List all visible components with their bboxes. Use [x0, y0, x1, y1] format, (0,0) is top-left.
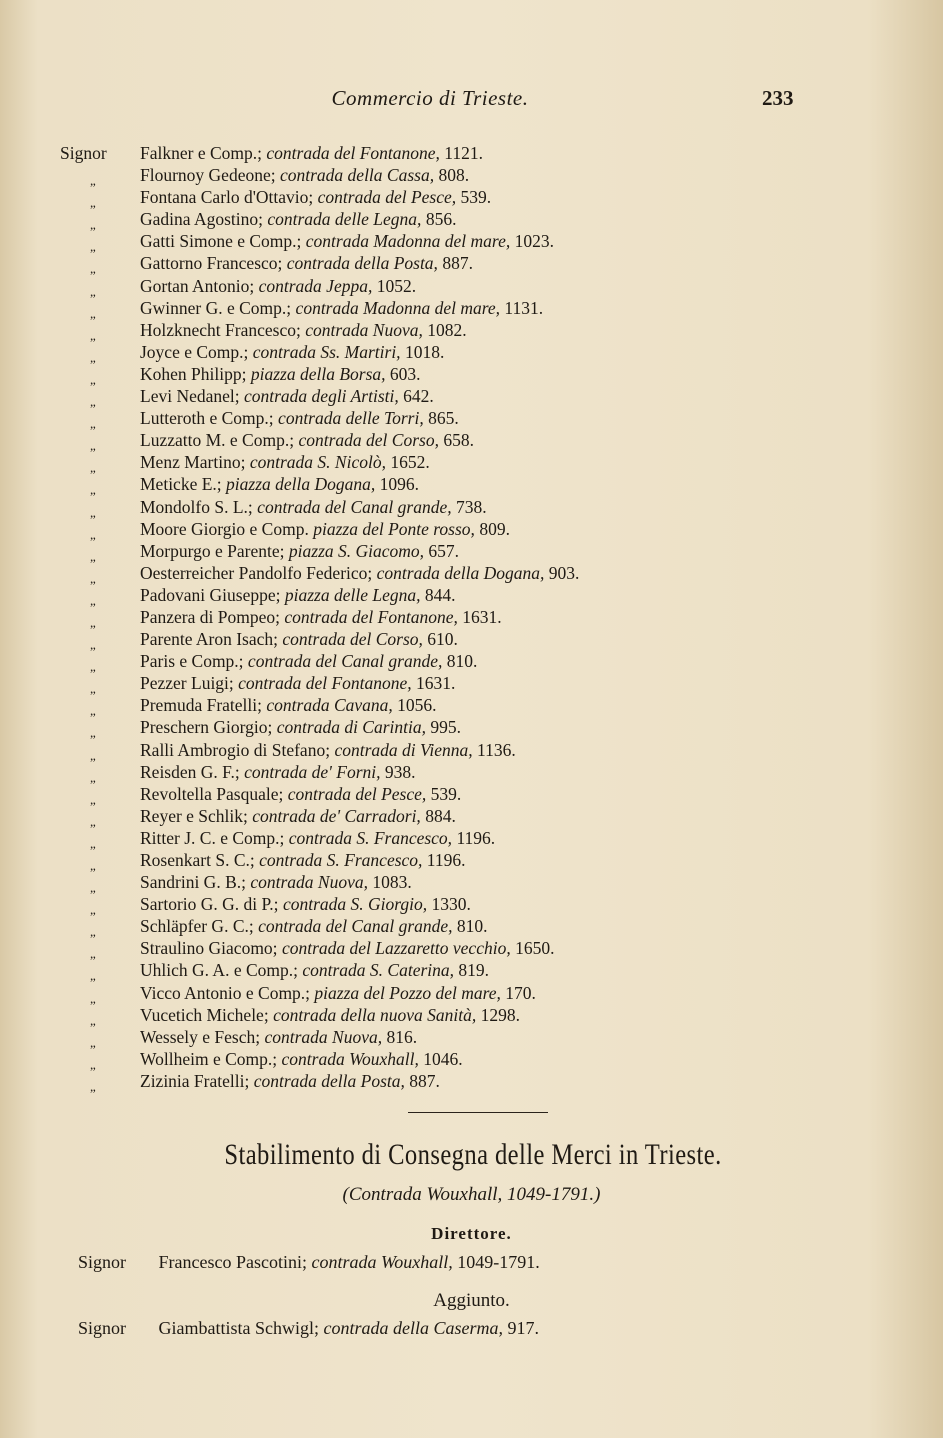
- ditto-mark: „: [90, 858, 96, 873]
- entry-number: 810.: [446, 651, 478, 672]
- running-header: Commercio di Trieste.: [331, 86, 529, 110]
- entry-address: contrada del Fontanone,: [284, 606, 458, 627]
- ditto-mark: „: [90, 747, 96, 763]
- list-item: [60, 341, 920, 363]
- entry-name: Wessely e Fesch;: [140, 1026, 261, 1047]
- entry-address: contrada delle Torri,: [278, 408, 424, 429]
- entry-address: contrada della Cassa,: [279, 165, 435, 186]
- entry-text: [140, 518, 510, 540]
- entry-number: 1056.: [397, 695, 437, 716]
- entry-address: contrada della Posta,: [253, 1070, 405, 1091]
- entry-number: 657.: [428, 540, 460, 561]
- entry-name: Oesterreicher Pandolfo Federico;: [140, 562, 373, 583]
- entry-address: piazza delle Legna,: [284, 584, 421, 605]
- entry-name: Lutteroth e Comp.;: [140, 408, 274, 429]
- entry-name: Gwinner G. e Comp.;: [140, 297, 292, 318]
- entry-address: contrada del Corso,: [298, 430, 439, 451]
- entry-text: [140, 1048, 463, 1070]
- ditto-mark: „: [90, 902, 96, 918]
- list-item: [60, 252, 920, 277]
- list-item: [60, 208, 920, 233]
- list-item: [60, 230, 920, 255]
- entry-name: Straulino Giacomo;: [140, 938, 278, 959]
- entry-address: piazza del Pozzo del mare,: [314, 982, 501, 1003]
- list-item: [60, 827, 920, 849]
- list-item: [60, 142, 920, 164]
- list-item: [60, 606, 920, 628]
- entry-text: [140, 915, 488, 937]
- entry-name: Reyer e Schlik;: [140, 805, 248, 826]
- entry-name: Vucetich Michele;: [140, 1004, 269, 1025]
- entry-text: [140, 672, 455, 694]
- entry-name: Moore Giorgio e Comp.: [140, 518, 309, 539]
- entry-text: [140, 893, 471, 915]
- ditto-mark: „: [90, 394, 96, 410]
- entry-name: Parente Aron Isach;: [140, 629, 279, 650]
- entry-text: [140, 341, 444, 363]
- entry-text: [140, 716, 461, 738]
- list-item: [60, 473, 920, 498]
- entry-name: Joyce e Comp.;: [140, 341, 249, 362]
- entry-number: 1096.: [379, 474, 420, 495]
- entry-name: Mondolfo S. L.;: [140, 496, 253, 517]
- entry-text: [140, 297, 543, 319]
- entry-text: [140, 871, 412, 893]
- entry-address: contrada della Posta,: [286, 253, 438, 274]
- ditto-mark: „: [90, 195, 96, 211]
- ditto-mark: „: [90, 460, 96, 476]
- director-number: 1049-1791.: [457, 1252, 540, 1272]
- ditto-mark: „: [90, 659, 96, 675]
- ditto-mark: „: [90, 813, 96, 829]
- ditto-mark: „: [90, 968, 96, 984]
- ditto-mark: „: [90, 173, 96, 189]
- entry-address: contrada del Fontanone,: [238, 673, 412, 694]
- entry-name: Sandrini G. B.;: [140, 872, 246, 893]
- entry-address: contrada S. Nicolò,: [249, 452, 386, 473]
- entry-text: [140, 451, 430, 473]
- entry-name: Padovani Giuseppe;: [140, 584, 281, 605]
- ditto-mark: „: [90, 239, 96, 255]
- list-item: [60, 363, 920, 385]
- entry-number: 1083.: [372, 872, 412, 893]
- entry-address: contrada de' Carradori,: [252, 805, 421, 826]
- entry-number: 1631.: [462, 606, 502, 627]
- assistant-name: Giambattista Schwigl;: [158, 1318, 319, 1338]
- entry-number: 884.: [425, 805, 456, 826]
- list-item: [60, 496, 920, 518]
- entry-text: [140, 407, 459, 429]
- entry-number: 903.: [548, 562, 580, 583]
- entry-number: 1196.: [456, 827, 496, 848]
- ditto-mark: „: [90, 261, 96, 277]
- ditto-mark: „: [90, 791, 96, 807]
- ditto-mark: „: [90, 283, 96, 299]
- list-item: [60, 849, 920, 871]
- director-heading: Direttore.: [431, 1224, 512, 1243]
- list-item: [60, 672, 920, 697]
- entry-number: 995.: [430, 717, 461, 738]
- list-item: [60, 540, 920, 562]
- entry-name: Fontana Carlo d'Ottavio;: [140, 187, 314, 208]
- list-item: [60, 451, 920, 476]
- entry-name: Reisden G. F.;: [140, 761, 240, 782]
- ditto-mark: „: [90, 990, 96, 1006]
- list-item: [60, 1048, 920, 1070]
- list-item: [60, 407, 920, 432]
- entry-number: 1052.: [376, 275, 417, 296]
- entry-text: [140, 429, 474, 451]
- entry-address: contrada del Canal grande,: [247, 651, 443, 672]
- entry-name: Uhlich G. A. e Comp.;: [140, 960, 298, 981]
- ditto-mark: „: [90, 526, 96, 542]
- list-item: [60, 1026, 920, 1048]
- entry-name: Flournoy Gedeone;: [140, 165, 276, 186]
- list-item: [60, 584, 920, 606]
- list-item: [60, 429, 920, 454]
- list-item: [60, 959, 920, 984]
- entry-name: Holzknecht Francesco;: [140, 319, 301, 340]
- entry-address: piazza del Ponte rosso,: [313, 518, 475, 539]
- entry-number: 1330.: [431, 894, 471, 915]
- entry-text: [140, 164, 469, 186]
- entry-text: [140, 694, 437, 716]
- ditto-mark: „: [90, 1034, 96, 1050]
- entry-number: 1650.: [515, 938, 555, 959]
- list-item: [60, 937, 920, 962]
- entry-text: [140, 982, 536, 1004]
- entry-address: contrada degli Artisti,: [243, 386, 399, 407]
- assistant-number: 917.: [507, 1318, 539, 1338]
- list-item: [60, 982, 920, 1004]
- entry-name: Meticke E.;: [140, 474, 222, 495]
- entry-name: Premuda Fratelli;: [140, 695, 262, 716]
- section-subtitle: (Contrada Wouxhall, 1049-1791.): [342, 1184, 601, 1205]
- entry-name: Pezzer Luigi;: [140, 673, 234, 694]
- list-item: [60, 739, 920, 761]
- list-item: [60, 783, 920, 805]
- entry-name: Gattorno Francesco;: [140, 253, 283, 274]
- entry-number: 819.: [458, 960, 490, 981]
- entry-text: [140, 142, 483, 164]
- entry-address: contrada Wouxhall,: [281, 1048, 419, 1069]
- ditto-mark: „: [90, 349, 96, 365]
- entry-address: contrada Jeppa,: [258, 275, 373, 296]
- list-item: [60, 164, 920, 189]
- list-item: [60, 562, 920, 584]
- ditto-mark: „: [90, 946, 96, 962]
- entry-number: 809.: [479, 518, 510, 539]
- merchant-list: [60, 142, 920, 1092]
- entry-number: 1131.: [504, 297, 544, 318]
- ditto-mark: „: [90, 504, 96, 520]
- entry-text: [140, 761, 416, 783]
- ditto-mark: „: [90, 482, 96, 498]
- entry-address: contrada Madonna del mare,: [295, 297, 501, 318]
- list-item: [60, 297, 920, 319]
- entry-number: 1018.: [404, 341, 445, 362]
- entry-address: contrada Nuova,: [305, 319, 423, 340]
- entry-number: 1023.: [514, 231, 554, 252]
- entry-text: [140, 849, 466, 871]
- entry-name: Menz Martino;: [140, 452, 246, 473]
- entry-address: contrada della Dogana,: [376, 562, 545, 583]
- entry-number: 1298.: [480, 1004, 520, 1025]
- entry-address: contrada Nuova,: [250, 872, 368, 893]
- ditto-mark: „: [90, 880, 96, 896]
- entry-address: contrada di Carintia,: [276, 717, 426, 738]
- list-item: [60, 694, 920, 719]
- entry-number: 865.: [428, 408, 459, 429]
- entry-address: contrada delle Legna,: [267, 209, 422, 230]
- entry-text: [140, 208, 456, 230]
- entry-text: [140, 496, 487, 518]
- entry-number: 938.: [384, 761, 416, 782]
- ditto-mark: „: [90, 637, 96, 653]
- entry-number: 810.: [456, 916, 488, 937]
- list-item: [60, 1004, 920, 1026]
- ditto-mark: „: [90, 725, 96, 741]
- director-name: Francesco Pascotini;: [158, 1252, 307, 1272]
- ditto-mark: „: [90, 438, 96, 454]
- entry-text: [140, 606, 502, 628]
- assistant-entry: [78, 1318, 539, 1339]
- ditto-mark: „: [90, 1056, 96, 1072]
- entry-name: Sartorio G. G. di P.;: [140, 894, 279, 915]
- entry-text: [140, 186, 491, 208]
- entry-text: [140, 540, 459, 562]
- entry-text: [140, 827, 495, 849]
- section-divider: [408, 1112, 548, 1113]
- entry-text: [140, 275, 416, 297]
- entry-name: Ralli Ambrogio di Stefano;: [140, 739, 331, 760]
- ditto-mark: „: [90, 570, 96, 586]
- entry-address: contrada del Fontanone,: [266, 143, 440, 163]
- entry-number: 603.: [389, 363, 421, 384]
- entry-name: Gortan Antonio;: [140, 275, 255, 296]
- section-title: Stabilimento di Consegna delle Merci in Trieste.: [224, 1138, 722, 1171]
- list-item: [60, 716, 920, 741]
- entry-address: contrada di Vienna,: [334, 739, 473, 760]
- ditto-mark: „: [90, 1078, 96, 1094]
- entry-number: 844.: [424, 584, 456, 605]
- entry-text: [140, 805, 456, 827]
- entry-address: contrada del Pesce,: [317, 187, 457, 208]
- entry-address: contrada del Lazzaretto vecchio,: [281, 938, 511, 959]
- list-item: [60, 518, 920, 540]
- list-item: [60, 1070, 920, 1092]
- entry-number: 816.: [386, 1026, 418, 1047]
- entry-name: Gatti Simone e Comp.;: [140, 231, 302, 252]
- entry-address: contrada Nuova,: [264, 1026, 383, 1047]
- entry-number: 1136.: [477, 739, 516, 760]
- entry-address: contrada del Canal grande,: [258, 916, 453, 937]
- entry-address: piazza della Dogana,: [226, 474, 376, 495]
- list-item: [60, 805, 920, 827]
- entry-number: 887.: [442, 253, 473, 274]
- ditto-mark: „: [90, 681, 96, 697]
- assistant-prefix: Signor: [78, 1318, 127, 1338]
- entry-text: [140, 363, 421, 385]
- entry-address: contrada Cavana,: [266, 695, 393, 716]
- entry-name: Ritter J. C. e Comp.;: [140, 827, 285, 848]
- entry-text: [140, 584, 455, 606]
- list-item: [60, 628, 920, 653]
- entry-text: [140, 230, 554, 252]
- ditto-mark: „: [90, 305, 96, 321]
- entry-address: piazza S. Giacomo,: [288, 540, 425, 561]
- director-address: contrada Wouxhall,: [311, 1252, 453, 1272]
- entry-name: Panzera di Pompeo;: [140, 606, 280, 627]
- entry-number: 887.: [409, 1070, 440, 1091]
- list-item: [60, 650, 920, 675]
- entry-address: contrada della nuova Sanità,: [273, 1004, 477, 1025]
- entry-number: 1121.: [444, 143, 483, 163]
- entry-text: [140, 385, 434, 407]
- entry-address: contrada Ss. Martiri,: [252, 341, 401, 362]
- ditto-mark: „: [90, 769, 96, 785]
- list-item: [60, 186, 920, 211]
- ditto-mark: „: [90, 548, 96, 564]
- entry-number: 856.: [425, 209, 457, 230]
- list-item: [60, 319, 920, 341]
- entry-name: Luzzatto M. e Comp.;: [140, 430, 295, 451]
- entry-text: [140, 1026, 417, 1048]
- entry-name: Vicco Antonio e Comp.;: [140, 982, 311, 1003]
- entry-number: 658.: [443, 430, 474, 451]
- entry-address: contrada S. Francesco,: [288, 827, 453, 848]
- entry-text: [140, 959, 489, 981]
- entry-text: [140, 1070, 440, 1092]
- list-item: [60, 893, 920, 918]
- assistant-address: contrada della Caserma,: [323, 1318, 503, 1338]
- ditto-mark: „: [90, 416, 96, 432]
- ditto-mark: „: [90, 703, 96, 719]
- ditto-mark: „: [90, 1012, 96, 1028]
- entry-number: 1631.: [416, 673, 456, 694]
- ditto-mark: „: [90, 592, 96, 608]
- page-number: 233: [762, 86, 794, 110]
- entry-address: piazza della Borsa,: [250, 363, 386, 384]
- entry-text: [140, 252, 473, 274]
- entry-text: [140, 937, 554, 959]
- entry-address: contrada del Corso,: [282, 629, 423, 650]
- entry-number: 1082.: [427, 319, 467, 340]
- title-prefix: Signor: [60, 143, 107, 163]
- ditto-mark: „: [90, 835, 96, 851]
- list-item: [60, 385, 920, 410]
- entry-name: Falkner e Comp.;: [140, 143, 262, 163]
- director-entry: [78, 1252, 540, 1273]
- entry-text: [140, 739, 516, 761]
- entry-number: 610.: [427, 629, 458, 650]
- entry-address: contrada de' Forni,: [244, 761, 381, 782]
- entry-name: Paris e Comp.;: [140, 651, 244, 672]
- entry-name: Rosenkart S. C.;: [140, 850, 255, 870]
- entry-address: contrada S. Francesco,: [259, 850, 423, 870]
- ditto-mark: „: [90, 614, 96, 630]
- entry-address: contrada Madonna del mare,: [305, 231, 511, 252]
- entry-name: Zizinia Fratelli;: [140, 1070, 250, 1091]
- entry-address: contrada S. Giorgio,: [282, 894, 428, 915]
- entry-name: Schläpfer G. C.;: [140, 916, 254, 937]
- ditto-mark: „: [90, 327, 96, 343]
- entry-name: Kohen Philipp;: [140, 363, 247, 384]
- entry-name: Preschern Giorgio;: [140, 717, 273, 738]
- entry-number: 808.: [438, 165, 470, 186]
- ditto-mark: „: [90, 924, 96, 940]
- entry-number: 1196.: [426, 850, 466, 870]
- entry-number: 1046.: [423, 1048, 463, 1069]
- entry-number: 1652.: [390, 452, 430, 473]
- entry-number: 170.: [505, 982, 536, 1003]
- ditto-mark: „: [90, 371, 96, 387]
- entry-name: Gadina Agostino;: [140, 209, 263, 230]
- entry-address: contrada del Canal grande,: [257, 496, 452, 517]
- list-item: [60, 871, 920, 896]
- entry-number: 539.: [430, 783, 462, 804]
- assistant-heading: Aggiunto.: [433, 1290, 510, 1311]
- entry-name: Levi Nedanel;: [140, 386, 240, 407]
- entry-number: 539.: [460, 187, 492, 208]
- entry-text: [140, 562, 579, 584]
- entry-text: [140, 783, 461, 805]
- list-item: [60, 275, 920, 297]
- entry-address: contrada S. Caterina,: [302, 960, 455, 981]
- entry-number: 642.: [403, 386, 434, 407]
- entry-address: contrada del Pesce,: [287, 783, 427, 804]
- entry-name: Revoltella Pasquale;: [140, 783, 284, 804]
- entry-name: Wollheim e Comp.;: [140, 1048, 278, 1069]
- entry-number: 738.: [455, 496, 487, 517]
- entry-text: [140, 1004, 520, 1026]
- entry-text: [140, 319, 467, 341]
- director-prefix: Signor: [78, 1252, 127, 1272]
- ditto-mark: „: [90, 217, 96, 233]
- entry-text: [140, 473, 419, 495]
- entry-text: [140, 628, 458, 650]
- list-item: [60, 915, 920, 940]
- entry-text: [140, 650, 477, 672]
- list-item: [60, 761, 920, 783]
- entry-name: Morpurgo e Parente;: [140, 540, 285, 561]
